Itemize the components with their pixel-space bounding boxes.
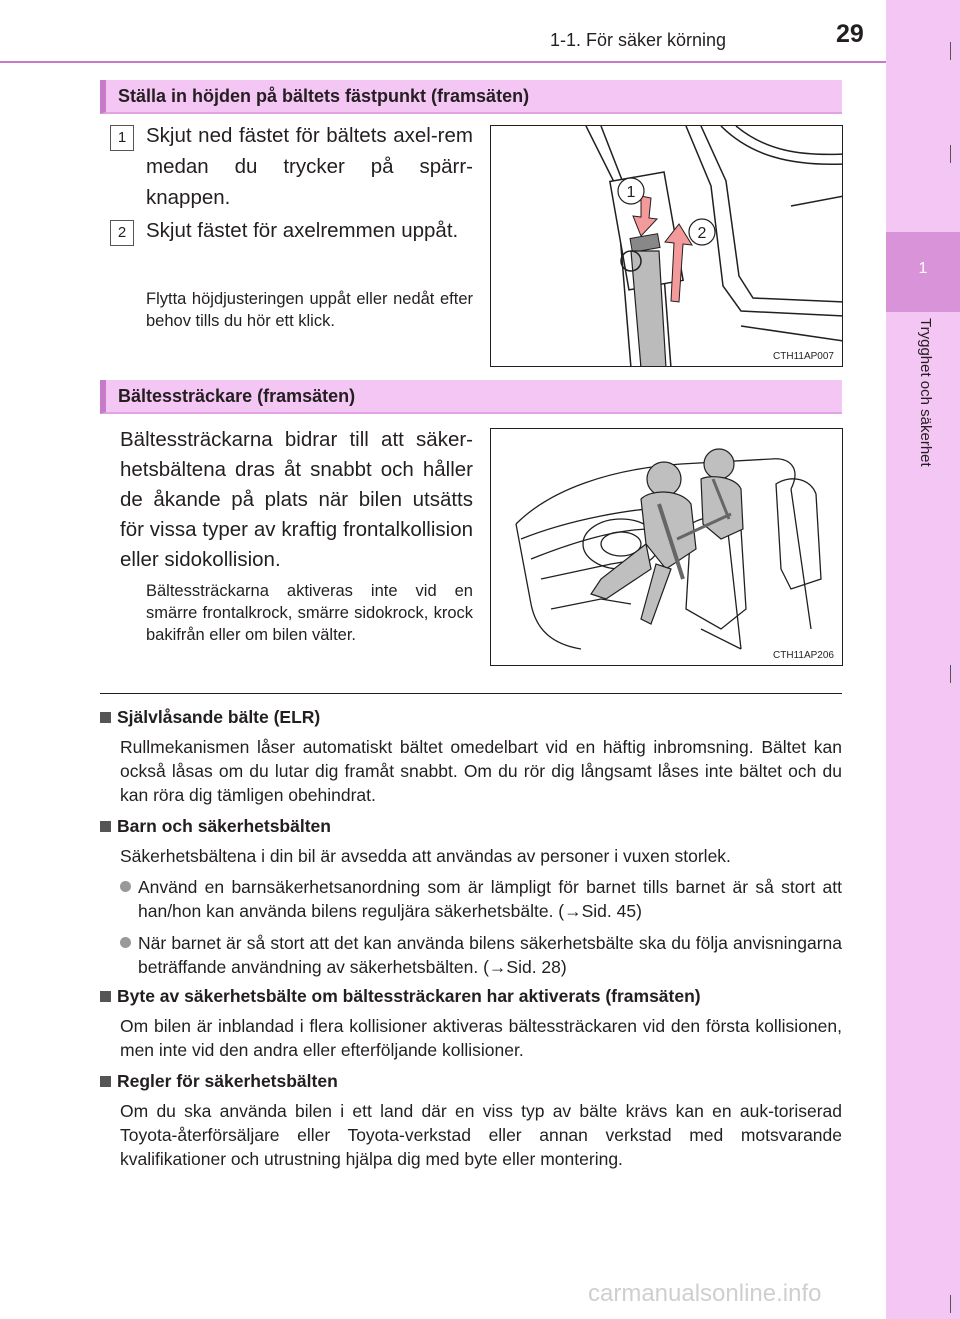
side-tick bbox=[950, 145, 951, 163]
header-section-title: 1-1. För säker körning bbox=[550, 30, 727, 50]
watermark: carmanualsonline.info bbox=[588, 1280, 822, 1307]
square-bullet-icon bbox=[100, 991, 111, 1002]
figure-label-1: 1 bbox=[626, 184, 636, 201]
step-number-1: 1 bbox=[110, 125, 134, 151]
page-number: 29 bbox=[836, 20, 864, 48]
note-heading-replacement: Byte av säkerhetsbälte om bältessträckaren har aktiverats (framsäten) bbox=[100, 986, 701, 1007]
children-bullet-2: När barnet är så stort att det kan använda bilens säkerhetsbälte ska du följa anvisningarna beträffande användning av säkerhetsbälten. (→Sid. 28) bbox=[120, 931, 842, 979]
note-heading-regulations: Regler för säkerhetsbälten bbox=[100, 1071, 338, 1092]
side-tick bbox=[950, 665, 951, 683]
circle-bullet-icon bbox=[120, 881, 131, 892]
section-heading-anchor-height bbox=[100, 80, 842, 114]
note-heading-elr: Självlåsande bälte (ELR) bbox=[100, 707, 320, 728]
note-heading-children: Barn och säkerhetsbälten bbox=[100, 816, 331, 837]
side-tab-strip bbox=[886, 0, 960, 1319]
note-text-replacement: Om bilen är inblandad i flera kollisioner aktiveras bältessträckaren vid den första kollisionen, men inte vid den andra eller efterföljande kollisioner. bbox=[120, 1016, 842, 1060]
figure-code: CTH11AP206 bbox=[773, 650, 834, 661]
note-text-regulations: Om du ska använda bilen i ett land där en viss typ av bälte krävs kan en auk-toriserad Toyota-återförsäljare eller Toyota-verkstad eller annan verkstad med motsvarande kvalifikationer och utrustning hjälpa dig med byte eller montering. bbox=[120, 1101, 842, 1169]
step-number-2: 2 bbox=[110, 220, 134, 246]
step-1-text: Skjut ned fästet för bältets axel-rem medan du trycker på spärr-knappen. bbox=[146, 124, 473, 209]
belt-anchor-figure bbox=[490, 125, 843, 367]
section-heading-pretensioner bbox=[100, 380, 842, 414]
side-tick bbox=[950, 42, 951, 60]
section-divider bbox=[100, 693, 842, 694]
belt-anchor-illustration bbox=[491, 126, 843, 367]
square-bullet-icon bbox=[100, 712, 111, 723]
section-heading-text: Bältessträckare (framsäten) bbox=[118, 386, 356, 406]
section-heading-text: Ställa in höjden på bältets fästpunkt (framsäten) bbox=[118, 86, 530, 106]
square-bullet-icon bbox=[100, 821, 111, 832]
square-bullet-icon bbox=[100, 1076, 111, 1087]
figure-code: CTH11AP007 bbox=[773, 351, 834, 362]
step-2-text: Skjut fästet för axelremmen uppåt. bbox=[146, 219, 459, 242]
chapter-title: Trygghet och säkerhet bbox=[917, 318, 934, 467]
note-text-children: Säkerhetsbältena i din bil är avsedda att användas av personer i vuxen storlek. bbox=[120, 846, 731, 866]
circle-bullet-icon bbox=[120, 937, 131, 948]
pretensioner-note: Bältessträckarna aktiveras inte vid en smärre frontalkrock, smärre sidokrock, krock bakifrån eller om bilen välter. bbox=[146, 582, 473, 644]
chapter-number: 1 bbox=[918, 260, 928, 277]
header-rule bbox=[0, 61, 886, 63]
step-note: Flytta höjdjusteringen uppåt eller nedåt efter behov tills du hör ett klick. bbox=[146, 290, 473, 330]
car-interior-illustration bbox=[491, 429, 843, 666]
figure-label-2: 2 bbox=[697, 225, 707, 242]
chapter-tab[interactable] bbox=[886, 232, 960, 312]
side-tick bbox=[950, 1295, 951, 1313]
pretensioner-body: Bältessträckarna bidrar till att säker-hetsbältena dras åt snabbt och håller de åkande på plats när bilen utsätts för vissa typer av kraftig frontalkollision eller sidokollision. bbox=[120, 428, 473, 571]
children-bullet-1: Använd en barnsäkerhetsanordning som är lämpligt för barnet tills barnet är så stort att han/hon kan använda bilens reguljära säkerhetsbälte. (→Sid. 45) bbox=[120, 875, 842, 923]
note-text-elr: Rullmekanismen låser automatiskt bältet omedelbart vid en häftig inbromsning. Bältet kan också låsas om du lutar dig framåt snabbt. Om du rör dig långsamt låses inte bältet och du kan röra dig tämligen obehindrat. bbox=[120, 737, 842, 805]
pretensioner-figure bbox=[490, 428, 843, 666]
